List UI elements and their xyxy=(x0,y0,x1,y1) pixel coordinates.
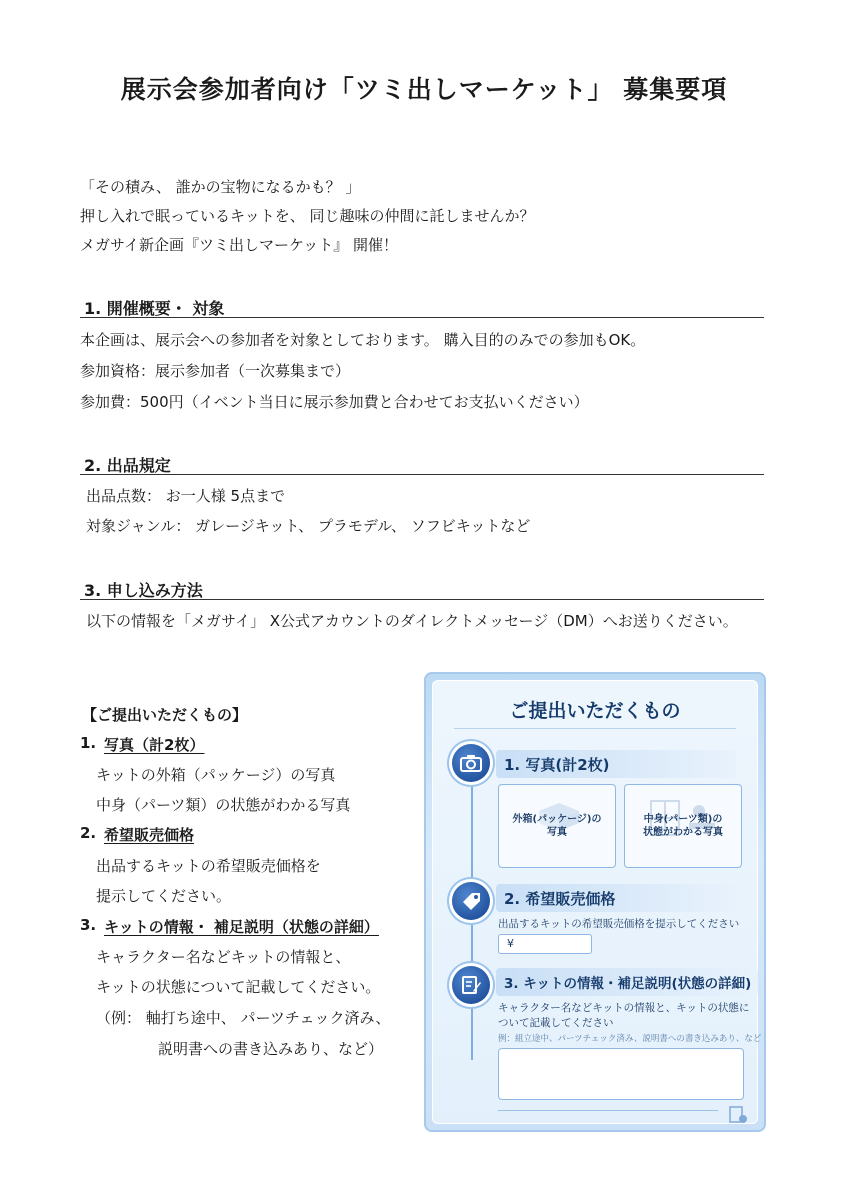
checklist-icon xyxy=(728,1106,748,1128)
camera-icon xyxy=(452,744,490,782)
step-3-description-2: ついて記載してください xyxy=(498,1017,614,1029)
submission-item-1-line: キットの外箱（パッケージ）の写真 xyxy=(96,766,336,784)
section-2-heading: 2. 出品規定 xyxy=(80,453,764,475)
photo-box-parts xyxy=(624,784,742,868)
step-3-label: 3. キットの情報・補足説明(状態の詳細) xyxy=(496,968,758,996)
submission-item-1-title: 写真（計2枚） xyxy=(104,736,205,754)
submission-item-3-line: キットの状態について記載してください。 xyxy=(96,978,381,996)
photo-box-package xyxy=(498,784,616,868)
card-inner-panel xyxy=(432,680,762,1124)
step-3-description-1: キャラクター名などキットの情報と、キットの状態に xyxy=(498,1002,750,1014)
step-2-description: 出品するキットの希望販売価格を提示してください xyxy=(498,918,740,930)
page-title: 展示会参加者向け「ツミ出しマーケット」 募集要項 xyxy=(120,75,728,104)
submission-item-3-title: キットの情報・ 補足説明（状態の詳細） xyxy=(104,918,379,936)
intro-line-3: メガサイ新企画『ツミ出しマーケット』 開催！ xyxy=(80,236,398,254)
section-1-line: 参加資格：展示参加者（一次募集まで） xyxy=(80,362,351,380)
edit-document-icon xyxy=(452,966,490,1004)
intro-line-2: 押し入れで眠っているキットを、 同じ趣味の仲間に託しませんか？ xyxy=(80,207,535,225)
card-title: ご提出いただくもの xyxy=(509,700,681,722)
footer-arrow-line xyxy=(498,1110,718,1111)
photo-box-parts-label-1: 中身(パーツ類)の xyxy=(643,813,723,825)
submission-item-3-num: 3. xyxy=(80,916,97,934)
section-1-line: 参加費：500円（イベント当日に展示参加費と合わせてお支払いください） xyxy=(80,393,589,411)
photo-box-package-label-2: 写真 xyxy=(546,827,567,838)
section-2-line: 対象ジャンル： ガレージキット、 プラモデル、 ソフビキットなど xyxy=(86,517,531,535)
step-2-label: 2. 希望販売価格 xyxy=(496,884,736,912)
section-1-heading: 1. 開催概要・ 対象 xyxy=(80,296,764,318)
price-input-sample: ¥ xyxy=(498,934,592,954)
section-2-line: 出品点数： お一人様 5点まで xyxy=(86,487,286,505)
section-3-heading: 3. 申し込み方法 xyxy=(80,578,764,600)
details-textarea-sample xyxy=(498,1048,744,1100)
step-1-label: 1. 写真(計2枚) xyxy=(496,750,736,778)
section-1-line: 本企画は、展示会への参加者を対象としております。 購入目的のみでの参加もOK。 xyxy=(80,331,646,349)
section-3-line: 以下の情報を「メガサイ」 X公式アカウントのダイレクトメッセージ（DM）へお送りください。 xyxy=(86,612,738,630)
submission-infographic-card xyxy=(424,672,766,1132)
price-tag-icon xyxy=(452,882,490,920)
submission-item-1-line: 中身（パーツ類）の状態がわかる写真 xyxy=(96,796,351,814)
photo-box-package-label-1: 外箱(パッケージ)の xyxy=(512,813,602,825)
submission-item-3-line: キャラクター名などキットの情報と、 xyxy=(96,948,351,966)
submission-item-2-title: 希望販売価格 xyxy=(104,826,195,844)
submission-item-2-line: 出品するキットの希望販売価格を xyxy=(96,857,321,875)
submission-item-3-line: （例： 軸打ち途中、 パーツチェック済み、 xyxy=(96,1009,391,1027)
submission-item-2-line: 提示してください。 xyxy=(96,887,232,905)
step-3-example: 例：組立途中、パーツチェック済み、説明書への書き込みあり、など xyxy=(498,1034,762,1044)
submission-heading: 【ご提出いただくもの】 xyxy=(82,706,248,724)
intro-line-1: 「その積み、 誰かの宝物になるかも？ 」 xyxy=(80,178,361,196)
submission-item-1-num: 1. xyxy=(80,734,97,752)
card-title-divider xyxy=(454,728,736,729)
submission-item-2-num: 2. xyxy=(80,824,97,842)
submission-item-3-line: 説明書への書き込みあり、など） xyxy=(158,1040,384,1058)
photo-box-parts-label-2: 状態がわかる写真 xyxy=(643,827,723,838)
